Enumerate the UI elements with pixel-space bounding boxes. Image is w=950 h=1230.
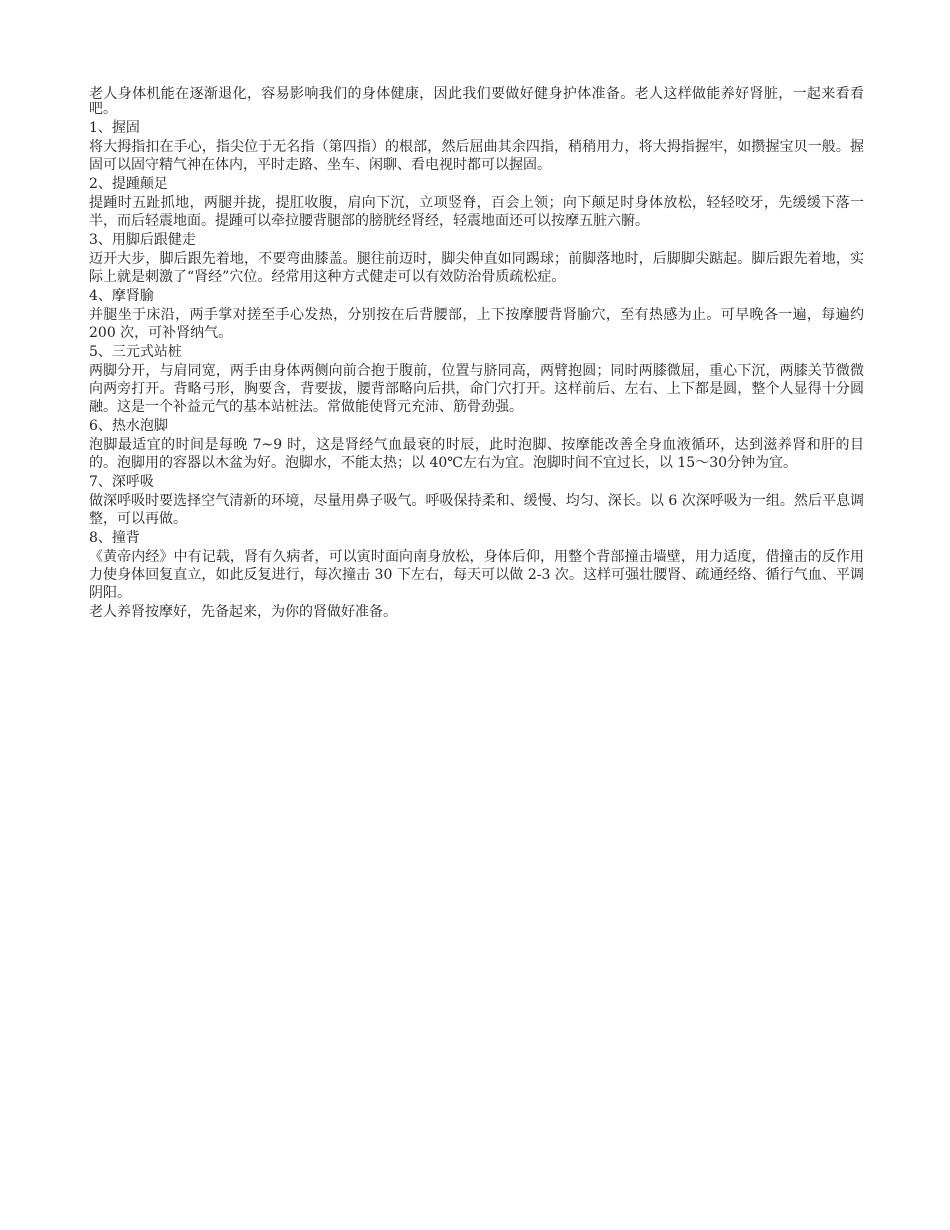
section-heading: 8、撞背 [89,530,140,546]
section-body: 《黄帝内经》中有记载，肾有久病者，可以寅时面向南身放松，身体后仰，用整个背部撞击墙壁，用力适度，借撞击的反作用力使身体回复直立，如此反复进行，每次撞击 30 下左右，每天可以做 2-3 次。这样可强壮腰肾、疏通经络、循行气血、平调阴阳。 [89,549,864,601]
section-heading: 3、用脚后跟健走 [89,232,196,248]
section-body: 并腿坐于床沿，两手掌对搓至手心发热，分别按在后背腰部，上下按摩腰背肾腧穴，至有热感为止。可早晚各一遍，每遍约 200 次，可补肾纳气。 [89,307,864,341]
section-body: 提踵时五趾抓地，两腿并拢，提肛收腹，肩向下沉，立项竖脊，百会上领；向下颠足时身体放松，轻轻咬牙，先缓缓下落一半，而后轻震地面。提踵可以牵拉腰背腿部的膀胱经肾经，轻震地面还可以按摩五脏六腑。 [89,195,864,229]
intro-paragraph: 老人身体机能在逐渐退化，容易影响我们的身体健康，因此我们要做好健身护体准备。老人这样做能养好肾脏，一起来看看吧。 [89,86,864,117]
article [89,87,864,621]
section-heading: 2、提踵颠足 [89,176,168,192]
section-heading: 1、握固 [89,120,140,136]
section-8 [89,529,864,602]
section-body: 迈开大步，脚后跟先着地，不要弯曲膝盖。腿往前迈时，脚尖伸直如同踢球；前脚落地时，后脚脚尖踮起。脚后跟先着地，实际上就是刺激了“肾经”穴位。经常用这种方式健走可以有效防治骨质疏松症。 [89,251,864,285]
section-5 [89,343,864,416]
section-body: 泡脚最适宜的时间是每晚 7~9 时，这是肾经气血最衰的时辰，此时泡脚、按摩能改善全身血液循环，达到滋养肾和肝的目的。泡脚用的容器以木盆为好。泡脚水，不能太热；以 40℃左右为宜。泡脚时间不宜过长，以 15～30分钟为宜。 [89,437,864,471]
section-heading: 6、热水泡脚 [89,418,168,434]
section-6 [89,417,864,472]
section-1 [89,119,864,174]
section-2 [89,175,864,230]
section-3 [89,231,864,286]
section-heading: 5、三元式站桩 [89,344,182,360]
section-heading: 7、深呼吸 [89,474,154,490]
section-body: 将大拇指扣在手心，指尖位于无名指（第四指）的根部，然后屈曲其余四指，稍稍用力，将大拇指握牢，如攒握宝贝一般。握固可以固守精气神在体内，平时走路、坐车、闲聊、看电视时都可以握固。 [89,139,864,173]
section-body: 两脚分开，与肩同宽，两手由身体两侧向前合抱于腹前，位置与脐同高，两臂抱圆；同时两膝微屈，重心下沉，两膝关节微微向两旁打开。背略弓形，胸要含，背要拔，腰背部略向后拱，命门穴打开。这样前后、左右、上下都是圆，整个人显得十分圆融。这是一个补益元气的基本站桩法。常做能使肾元充沛、筋骨劲强。 [89,363,864,415]
closing-paragraph: 老人养肾按摩好，先备起来，为你的肾做好准备。 [89,604,397,620]
section-heading: 4、摩肾腧 [89,288,154,304]
section-7 [89,473,864,528]
section-4 [89,287,864,342]
section-body: 做深呼吸时要选择空气清新的环境，尽量用鼻子吸气。呼吸保持柔和、缓慢、均匀、深长。以 6 次深呼吸为一组。然后平息调整，可以再做。 [89,493,864,527]
